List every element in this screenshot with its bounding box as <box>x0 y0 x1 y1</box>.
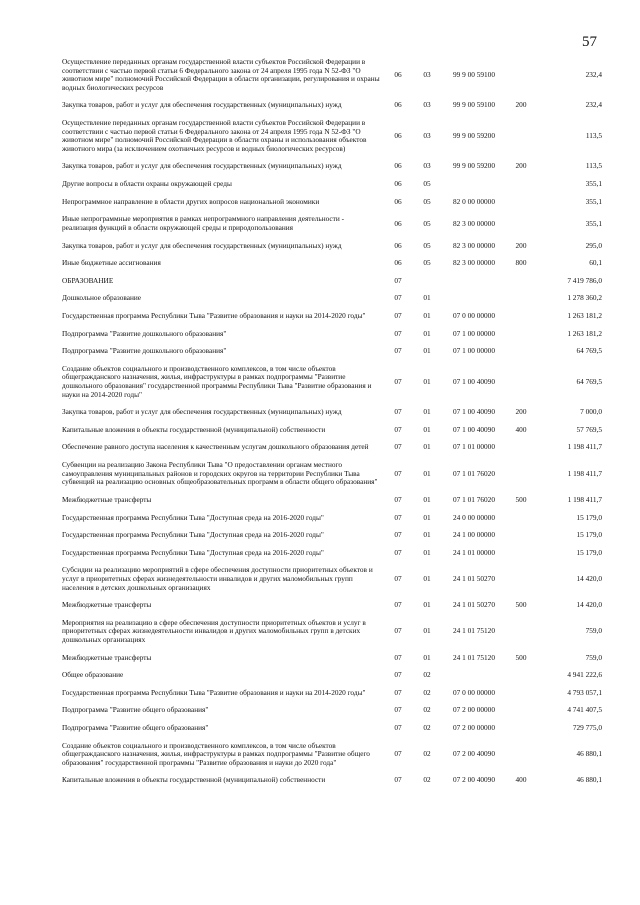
cell-subsection: 02 <box>423 723 431 733</box>
cell-amount: 355,1 <box>585 218 602 228</box>
cell-target-article: 99 9 00 59100 <box>453 100 495 110</box>
cell-expense-type <box>506 215 536 232</box>
cell-section: 07 <box>394 346 402 356</box>
cell-expense-type <box>506 312 536 321</box>
cell-expense-type: 200 <box>515 161 527 171</box>
cell-target-article: 07 1 00 40090 <box>453 376 495 386</box>
cell-amount: 7 419 786,0 <box>567 275 602 285</box>
cell-expense-type <box>506 566 536 592</box>
cell-expense-type <box>506 58 536 92</box>
cell-target-article: 82 3 00 00000 <box>453 218 495 228</box>
cell-expense-type <box>506 531 536 540</box>
cell-name: Общее образование <box>62 670 124 680</box>
cell-section: 06 <box>394 240 402 250</box>
cell-section: 07 <box>394 275 402 285</box>
cell-subsection: 02 <box>423 670 431 680</box>
cell-subsection: 01 <box>423 407 431 417</box>
cell-name: Государственная программа Республики Тыва "Доступная среда на 2016-2020 годы" <box>62 547 324 557</box>
cell-section: 07 <box>394 512 402 522</box>
cell-subsection: 01 <box>423 626 431 636</box>
cell-target-article: 99 9 00 59200 <box>453 130 495 140</box>
cell-subsection: 02 <box>423 705 431 715</box>
cell-amount: 113,5 <box>585 130 602 140</box>
cell-subsection: 03 <box>423 161 431 171</box>
cell-expense-type <box>506 347 536 356</box>
cell-section: 07 <box>394 670 402 680</box>
cell-expense-type <box>506 619 536 645</box>
cell-amount: 15 179,0 <box>576 547 602 557</box>
table-row <box>62 619 602 645</box>
table-row <box>62 198 602 207</box>
cell-expense-type <box>506 689 536 698</box>
table-row <box>62 426 602 435</box>
cell-section: 07 <box>394 424 402 434</box>
cell-subsection: 01 <box>423 424 431 434</box>
table-row <box>62 724 602 733</box>
cell-expense-type <box>506 671 536 680</box>
cell-subsection: 02 <box>423 775 431 785</box>
table-row <box>62 277 602 286</box>
cell-section: 07 <box>394 600 402 610</box>
cell-subsection: 05 <box>423 258 431 268</box>
budget-table <box>62 58 602 785</box>
cell-amount: 1 198 411,7 <box>567 494 602 504</box>
cell-subsection: 01 <box>423 600 431 610</box>
cell-subsection: 02 <box>423 687 431 697</box>
cell-expense-type: 200 <box>515 240 527 250</box>
cell-target-article: 24 1 00 00000 <box>453 530 495 540</box>
cell-expense-type: 400 <box>515 775 527 785</box>
cell-amount: 57 769,5 <box>576 424 602 434</box>
cell-section: 06 <box>394 100 402 110</box>
cell-subsection: 01 <box>423 346 431 356</box>
cell-section: 07 <box>394 407 402 417</box>
cell-target-article: 99 9 00 59100 <box>453 69 495 79</box>
table-row <box>62 443 602 452</box>
cell-target-article: 82 0 00 00000 <box>453 196 495 206</box>
cell-subsection: 01 <box>423 530 431 540</box>
cell-amount: 64 769,5 <box>576 376 602 386</box>
cell-name: Закупка товаров, работ и услуг для обеспечения государственных (муниципальных) нужд <box>62 240 342 250</box>
cell-subsection: 01 <box>423 573 431 583</box>
cell-target-article: 07 1 00 40090 <box>453 424 495 434</box>
cell-name: Государственная программа Республики Тыва "Развитие образования и науки на 2014-2020 годы" <box>62 310 366 320</box>
table-row <box>62 689 602 698</box>
table-row <box>62 654 602 663</box>
table-row <box>62 347 602 356</box>
cell-name: Государственная программа Республики Тыва "Развитие образования и науки на 2014-2020 годы" <box>62 687 366 697</box>
table-row <box>62 330 602 339</box>
cell-amount: 729 775,0 <box>572 723 602 733</box>
cell-amount: 15 179,0 <box>576 530 602 540</box>
table-row <box>62 180 602 189</box>
cell-expense-type <box>506 549 536 558</box>
cell-section: 06 <box>394 218 402 228</box>
cell-expense-type <box>506 180 536 189</box>
cell-target-article: 99 9 00 59200 <box>453 161 495 171</box>
cell-subsection: 01 <box>423 494 431 504</box>
cell-name: Обеспечение равного доступа населения к качественным услугам дошкольного образования детей <box>62 442 369 452</box>
cell-expense-type: 400 <box>515 424 527 434</box>
cell-expense-type: 500 <box>515 494 527 504</box>
cell-subsection: 05 <box>423 196 431 206</box>
cell-section: 06 <box>394 130 402 140</box>
cell-section: 07 <box>394 723 402 733</box>
page-number: 57 <box>582 34 597 50</box>
cell-name: Иные непрограммные мероприятия в рамках непрограммного направления деятельности - реализация функций в области окружающей среды и природопользования <box>62 214 345 232</box>
cell-target-article: 07 1 00 00000 <box>453 346 495 356</box>
cell-name: Закупка товаров, работ и услуг для обеспечения государственных (муниципальных) нужд <box>62 100 342 110</box>
row-spacer <box>62 268 602 277</box>
table-row <box>62 549 602 558</box>
table-row <box>62 514 602 523</box>
cell-target-article: 07 0 00 00000 <box>453 687 495 697</box>
cell-amount: 64 769,5 <box>576 346 602 356</box>
cell-name: Подпрограмма "Развитие общего образования" <box>62 723 209 733</box>
cell-subsection: 03 <box>423 100 431 110</box>
cell-subsection: 01 <box>423 468 431 478</box>
cell-target-article: 24 1 01 50270 <box>453 600 495 610</box>
cell-section: 06 <box>394 196 402 206</box>
cell-expense-type: 500 <box>515 600 527 610</box>
cell-section: 06 <box>394 258 402 268</box>
table-row <box>62 294 602 303</box>
cell-subsection: 03 <box>423 130 431 140</box>
table-row <box>62 58 602 92</box>
table-row <box>62 259 602 268</box>
cell-target-article: 07 2 00 00000 <box>453 705 495 715</box>
cell-section: 07 <box>394 687 402 697</box>
cell-name: Капитальные вложения в объекты государственной (муниципальной) собственности <box>62 775 326 785</box>
cell-amount: 232,4 <box>585 69 602 79</box>
cell-amount: 232,4 <box>585 100 602 110</box>
cell-expense-type <box>506 119 536 153</box>
cell-name: Создание объектов социального и производственного комплексов, в том числе объектов общегражданского назначения, жилья, инфраструктуры в рамках подпрограммы "Развитие общего образования" государственной программы "Развитие образования и науки до 2020 года" <box>62 740 370 767</box>
row-spacer <box>62 662 602 671</box>
cell-subsection: 01 <box>423 293 431 303</box>
cell-section: 07 <box>394 494 402 504</box>
cell-subsection: 01 <box>423 442 431 452</box>
table-row <box>62 671 602 680</box>
cell-target-article <box>442 180 506 189</box>
row-spacer-cell <box>62 285 602 294</box>
cell-subsection: 01 <box>423 512 431 522</box>
cell-amount: 1 198 411,7 <box>567 468 602 478</box>
cell-name: Капитальные вложения в объекты государственной (муниципальной) собственности <box>62 424 326 434</box>
cell-section: 07 <box>394 775 402 785</box>
table-row <box>62 776 602 785</box>
cell-amount: 7 000,0 <box>580 407 602 417</box>
cell-expense-type <box>506 294 536 303</box>
cell-amount: 1 198 411,7 <box>567 442 602 452</box>
cell-section: 06 <box>394 179 402 189</box>
cell-subsection: 01 <box>423 328 431 338</box>
cell-name: Создание объектов социального и производственного комплексов, в том числе объектов общегражданского назначения, жилья, инфраструктуры в рамках подпрограммы "Развитие дошкольного образования" государственной программы Республики Тыва "Развитие образования и науки на 2014-2020 годы" <box>62 363 372 399</box>
cell-expense-type <box>506 514 536 523</box>
cell-name: Государственная программа Республики Тыва "Доступная среда на 2016-2020 годы" <box>62 512 324 522</box>
cell-name: Мероприятия на реализацию в сфере обеспечения доступности приоритетных объектов и услуг в приоритетных сферах жизнедеятельности инвалидов и других маломобильных групп в детских дошкольных организациях <box>62 617 366 644</box>
cell-section: 07 <box>394 573 402 583</box>
table-row <box>62 119 602 153</box>
cell-section: 07 <box>394 293 402 303</box>
cell-target-article: 07 1 01 76020 <box>453 494 495 504</box>
cell-section: 06 <box>394 161 402 171</box>
cell-name: Иные бюджетные ассигнования <box>62 258 161 268</box>
cell-target-article: 24 1 01 75120 <box>453 652 495 662</box>
cell-amount: 4 941 222,6 <box>567 670 602 680</box>
cell-name: Подпрограмма "Развитие дошкольного образования" <box>62 328 227 338</box>
cell-target-article <box>442 294 506 303</box>
cell-subsection: 03 <box>423 69 431 79</box>
cell-target-article: 24 1 01 50270 <box>453 573 495 583</box>
cell-expense-type <box>506 443 536 452</box>
cell-expense-type <box>506 198 536 207</box>
cell-amount: 355,1 <box>585 179 602 189</box>
cell-target-article: 07 1 00 40090 <box>453 407 495 417</box>
cell-expense-type <box>506 461 536 487</box>
cell-section: 07 <box>394 468 402 478</box>
cell-expense-type <box>506 724 536 733</box>
cell-subsection: 01 <box>423 547 431 557</box>
cell-expense-type: 800 <box>515 258 527 268</box>
cell-target-article: 07 1 01 76020 <box>453 468 495 478</box>
cell-amount: 60,1 <box>589 258 602 268</box>
cell-target-article: 82 3 00 00000 <box>453 258 495 268</box>
table-row <box>62 162 602 171</box>
cell-target-article: 07 1 01 00000 <box>453 442 495 452</box>
cell-section: 07 <box>394 530 402 540</box>
cell-amount: 759,0 <box>585 652 602 662</box>
cell-name: Закупка товаров, работ и услуг для обеспечения государственных (муниципальных) нужд <box>62 407 342 417</box>
cell-name: Осуществление переданных органам государственной власти субъектов Российской Федерации в соответствии с частью первой статьи 6 Федерального закона от 24 апреля 1995 года N 52-ФЗ "О животном мире" полномочий Российской Федерации в области охраны и использования объектов животного мира (за исключением охотничьих ресурсов и водных биологических ресурсов) <box>62 118 367 153</box>
cell-name: Субвенции на реализацию Закона Республики Тыва "О предоставлении органам местного самоуправления муниципальных районов и городских округов на территории Республики Тыва субвенций на реализацию основных общеобразовательных программ в области общего образования" <box>62 460 378 487</box>
cell-target-article: 24 1 01 00000 <box>453 547 495 557</box>
cell-amount: 759,0 <box>585 626 602 636</box>
cell-name: Непрограммное направление в области других вопросов национальной экономики <box>62 196 320 206</box>
cell-amount: 4 741 407,5 <box>567 705 602 715</box>
cell-expense-type: 200 <box>515 100 527 110</box>
cell-name: Другие вопросы в области охраны окружающей среды <box>62 179 232 189</box>
cell-amount: 113,5 <box>585 161 602 171</box>
cell-amount: 46 880,1 <box>576 749 602 759</box>
cell-amount: 14 420,0 <box>576 573 602 583</box>
cell-expense-type <box>506 742 536 768</box>
cell-name: Подпрограмма "Развитие дошкольного образования" <box>62 346 227 356</box>
table-row <box>62 312 602 321</box>
cell-subsection <box>412 277 442 286</box>
cell-target-article <box>442 277 506 286</box>
cell-target-article: 24 0 00 00000 <box>453 512 495 522</box>
cell-target-article: 82 3 00 00000 <box>453 240 495 250</box>
cell-subsection: 01 <box>423 652 431 662</box>
cell-amount: 14 420,0 <box>576 600 602 610</box>
cell-name: Субсидии на реализацию мероприятий в сфере обеспечения доступности приоритетных объектов и услуг в приоритетных сферах жизнедеятельности инвалидов и других маломобильных групп населения в детских дошкольных организациях <box>62 565 373 592</box>
cell-section: 06 <box>394 69 402 79</box>
cell-target-article <box>442 671 506 680</box>
cell-target-article: 24 1 01 75120 <box>453 626 495 636</box>
cell-name: Межбюджетные трансферты <box>62 652 152 662</box>
cell-name: Межбюджетные трансферты <box>62 494 152 504</box>
table-row <box>62 531 602 540</box>
cell-target-article: 07 2 00 00000 <box>453 723 495 733</box>
table-row <box>62 461 602 487</box>
cell-expense-type <box>506 330 536 339</box>
cell-amount: 15 179,0 <box>576 512 602 522</box>
cell-name: Дошкольное образование <box>62 293 142 303</box>
table-row <box>62 365 602 399</box>
table-row <box>62 742 602 768</box>
cell-amount: 1 278 360,2 <box>567 293 602 303</box>
cell-expense-type: 500 <box>515 652 527 662</box>
cell-target-article: 07 2 00 40090 <box>453 749 495 759</box>
table-row <box>62 242 602 251</box>
cell-subsection: 01 <box>423 310 431 320</box>
table-row <box>62 706 602 715</box>
cell-amount: 355,1 <box>585 196 602 206</box>
cell-section: 07 <box>394 442 402 452</box>
cell-amount: 1 263 181,2 <box>567 310 602 320</box>
table-row <box>62 601 602 610</box>
cell-name: Подпрограмма "Развитие общего образования" <box>62 705 209 715</box>
cell-amount: 295,0 <box>585 240 602 250</box>
table-row <box>62 215 602 232</box>
table-row <box>62 496 602 505</box>
cell-name: Межбюджетные трансферты <box>62 600 152 610</box>
cell-subsection: 05 <box>423 218 431 228</box>
cell-amount: 46 880,1 <box>576 775 602 785</box>
cell-section: 07 <box>394 376 402 386</box>
cell-expense-type <box>506 365 536 399</box>
table-row <box>62 408 602 417</box>
cell-section: 07 <box>394 547 402 557</box>
cell-subsection: 01 <box>423 376 431 386</box>
cell-target-article: 07 0 00 00000 <box>453 310 495 320</box>
cell-target-article: 07 1 00 00000 <box>453 328 495 338</box>
cell-section: 07 <box>394 652 402 662</box>
cell-subsection: 05 <box>423 240 431 250</box>
cell-amount: 1 263 181,2 <box>567 328 602 338</box>
cell-subsection: 02 <box>423 749 431 759</box>
row-spacer-cell <box>62 268 602 277</box>
row-spacer-cell <box>62 662 602 671</box>
row-spacer <box>62 285 602 294</box>
cell-section: 07 <box>394 310 402 320</box>
cell-name: Государственная программа Республики Тыва "Доступная среда на 2016-2020 годы" <box>62 530 324 540</box>
cell-name: Закупка товаров, работ и услуг для обеспечения государственных (муниципальных) нужд <box>62 161 342 171</box>
cell-name: ОБРАЗОВАНИЕ <box>62 275 114 285</box>
cell-expense-type <box>506 277 536 286</box>
cell-section: 07 <box>394 626 402 636</box>
budget-table-body <box>62 58 602 785</box>
table-row <box>62 566 602 592</box>
cell-name: Осуществление переданных органам государственной власти субъектов Российской Федерации в соответствии с частью первой статьи 6 Федерального закона от 24 апреля 1995 года N 52-ФЗ "О животном мире" полномочий Российской Федерации в области организации, регулирования и охраны водных биологических ресурсов <box>62 57 380 92</box>
cell-subsection: 05 <box>423 179 431 189</box>
table-row <box>62 101 602 110</box>
cell-section: 07 <box>394 705 402 715</box>
cell-target-article: 07 2 00 40090 <box>453 775 495 785</box>
cell-expense-type <box>506 706 536 715</box>
cell-section: 07 <box>394 749 402 759</box>
cell-section: 07 <box>394 328 402 338</box>
cell-expense-type: 200 <box>515 407 527 417</box>
cell-amount: 4 793 057,1 <box>567 687 602 697</box>
